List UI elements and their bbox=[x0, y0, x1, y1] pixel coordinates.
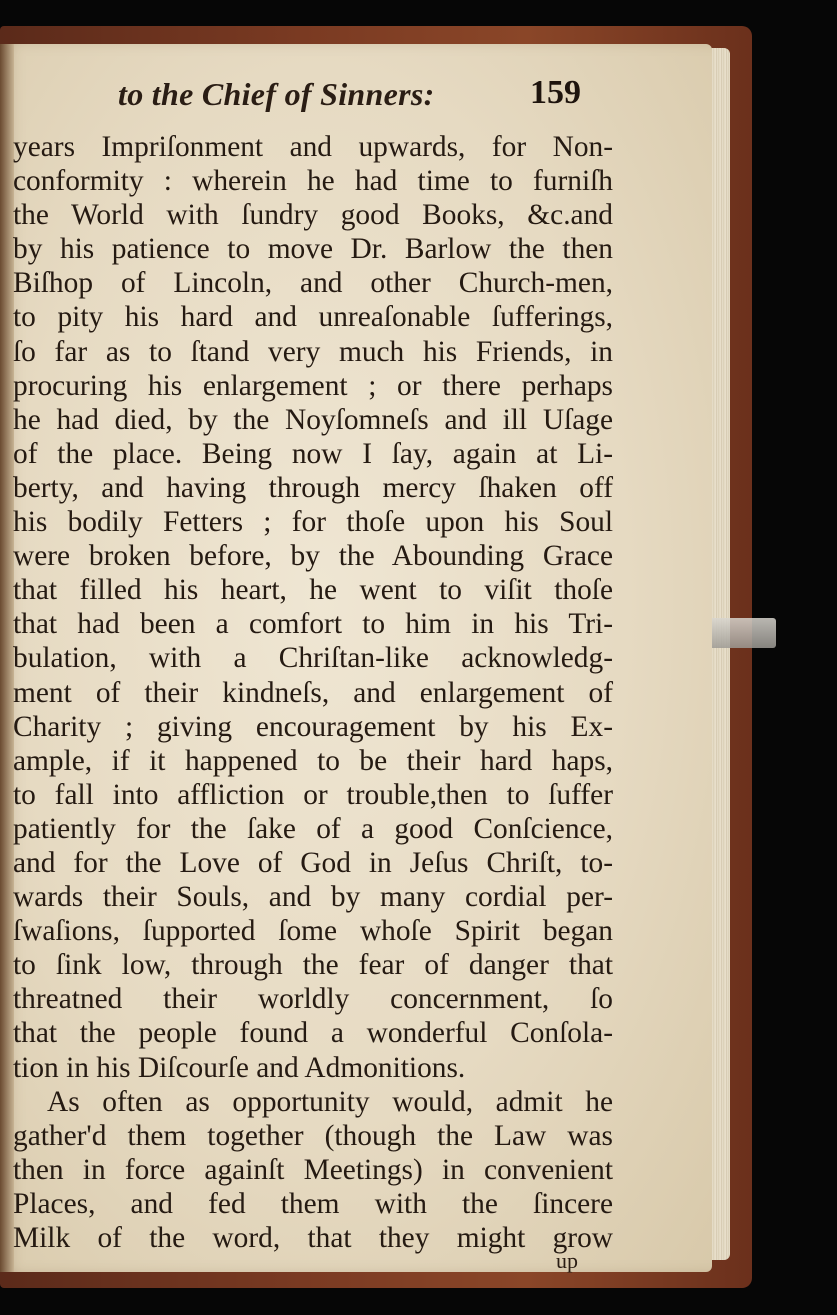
catchword: up bbox=[556, 1248, 578, 1273]
text-line: his bodily Fetters ; for thoſe upon his Soul bbox=[13, 506, 613, 539]
text-line: that filled his heart, he went to viſit thoſe bbox=[13, 574, 613, 607]
page-header bbox=[0, 76, 660, 122]
text-line: and for the Love of God in Jeſus Chriſt, to- bbox=[13, 846, 613, 879]
text-line: Milk of the word, that they might grow bbox=[13, 1222, 613, 1254]
page-number: 159 bbox=[530, 74, 581, 111]
text-line: bulation, with a Chriſtan-like acknowledg- bbox=[13, 642, 613, 675]
text-line: Biſhop of Lincoln, and other Church-men, bbox=[13, 267, 613, 300]
text-line: Places, and fed them with the ſincere bbox=[13, 1187, 613, 1220]
text-line: wards their Souls, and by many cordial per- bbox=[13, 881, 613, 914]
text-line: threatned their worldly concernment, ſo bbox=[13, 983, 613, 1016]
text-line: ment of their kindneſs, and enlargement of bbox=[13, 676, 613, 709]
text-line: to fall into affliction or trouble,then to ſuffer bbox=[13, 778, 613, 811]
text-line: that the people found a wonderful Conſola- bbox=[13, 1017, 613, 1050]
running-head: to the Chief of Sinners: bbox=[118, 76, 435, 112]
text-line: then in force againſt Meetings) in convenient bbox=[13, 1153, 613, 1186]
text-line: ſo far as to ſtand very much his Friends, in bbox=[13, 335, 613, 368]
text-line: ſwaſions, ſupported ſome whoſe Spirit began bbox=[13, 915, 613, 948]
text-line: patiently for the ſake of a good Conſcience, bbox=[13, 812, 613, 845]
page-marker-clip bbox=[704, 618, 776, 648]
text-line: As often as opportunity would, admit he bbox=[47, 1085, 613, 1118]
gutter-shadow bbox=[0, 44, 14, 1272]
body-text bbox=[13, 130, 613, 1255]
text-line: berty, and having through mercy ſhaken off bbox=[13, 471, 613, 504]
text-line: years Impriſonment and upwards, for Non- bbox=[13, 131, 613, 163]
text-line: he had died, by the Noyſomneſs and ill Uſage bbox=[13, 403, 613, 436]
text-line: were broken before, by the Abounding Grace bbox=[13, 540, 613, 573]
text-line: tion in his Diſcourſe and Admonitions. bbox=[13, 1051, 466, 1084]
text-line: gather'd them together (though the Law was bbox=[13, 1119, 613, 1152]
text-line: of the place. Being now I ſay, again at Li- bbox=[13, 437, 613, 470]
text-line: to pity his hard and unreaſonable ſufferings, bbox=[13, 301, 613, 334]
text-line: to ſink low, through the fear of danger that bbox=[13, 949, 613, 982]
text-line: ample, if it happened to be their hard haps, bbox=[13, 744, 613, 777]
text-line: procuring his enlargement ; or there perhaps bbox=[13, 369, 613, 402]
text-line: the World with ſundry good Books, &c.and bbox=[13, 199, 613, 232]
text-line: conformity : wherein he had time to furniſh bbox=[13, 165, 613, 198]
text-line: Charity ; giving encouragement by his Ex- bbox=[13, 710, 613, 743]
text-line: by his patience to move Dr. Barlow the then bbox=[13, 233, 613, 266]
text-line: that had been a comfort to him in his Tri- bbox=[13, 608, 613, 641]
